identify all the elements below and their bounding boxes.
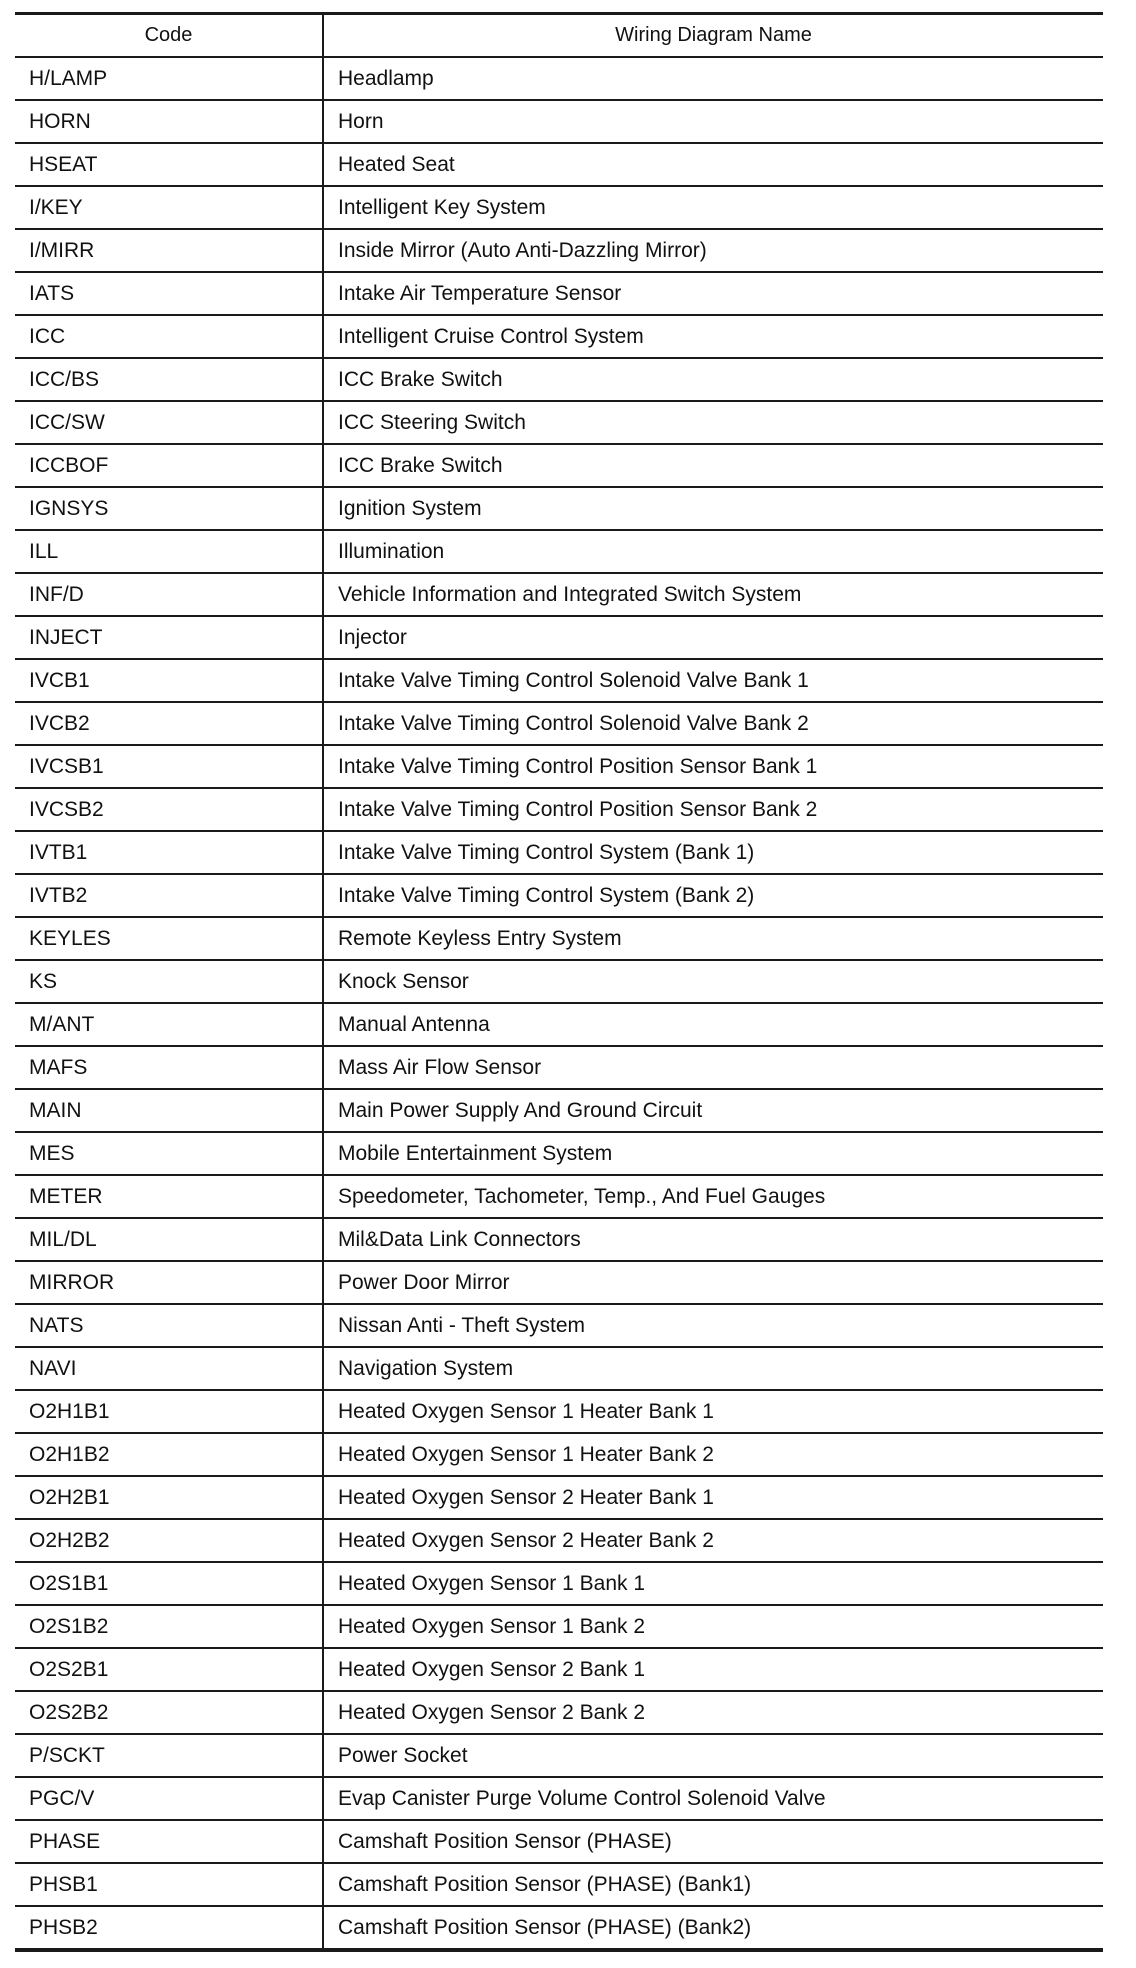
code-cell: ICC/SW xyxy=(15,401,323,444)
wiring-diagram-name-cell: ICC Brake Switch xyxy=(323,444,1103,487)
table-row xyxy=(15,1734,1103,1777)
wiring-diagram-name-cell: Remote Keyless Entry System xyxy=(323,917,1103,960)
code-cell: KS xyxy=(15,960,323,1003)
wiring-diagram-name-cell: Camshaft Position Sensor (PHASE) xyxy=(323,1820,1103,1863)
table-row xyxy=(15,1347,1103,1390)
wiring-diagram-name-cell: Heated Oxygen Sensor 2 Heater Bank 1 xyxy=(323,1476,1103,1519)
wiring-diagram-name-cell: Nissan Anti - Theft System xyxy=(323,1304,1103,1347)
code-cell: O2S2B1 xyxy=(15,1648,323,1691)
wiring-diagram-name-cell: Ignition System xyxy=(323,487,1103,530)
code-cell: INF/D xyxy=(15,573,323,616)
table-row xyxy=(15,1089,1103,1132)
wiring-diagram-name-cell: Main Power Supply And Ground Circuit xyxy=(323,1089,1103,1132)
wiring-diagram-name-cell: Injector xyxy=(323,616,1103,659)
wiring-diagram-name-cell: Knock Sensor xyxy=(323,960,1103,1003)
table-row xyxy=(15,487,1103,530)
code-cell: MES xyxy=(15,1132,323,1175)
table-row xyxy=(15,444,1103,487)
wiring-diagram-name-cell: ICC Brake Switch xyxy=(323,358,1103,401)
code-cell: O2H1B1 xyxy=(15,1390,323,1433)
table-row xyxy=(15,1820,1103,1863)
code-cell: KEYLES xyxy=(15,917,323,960)
wiring-diagram-name-cell: Mobile Entertainment System xyxy=(323,1132,1103,1175)
table-row xyxy=(15,229,1103,272)
table-row xyxy=(15,1605,1103,1648)
wiring-diagram-name-cell: Intake Air Temperature Sensor xyxy=(323,272,1103,315)
table-row xyxy=(15,100,1103,143)
code-cell: M/ANT xyxy=(15,1003,323,1046)
code-cell: O2H2B1 xyxy=(15,1476,323,1519)
code-cell: O2H1B2 xyxy=(15,1433,323,1476)
table-row xyxy=(15,1390,1103,1433)
table-row xyxy=(15,1476,1103,1519)
wiring-diagram-name-cell: Horn xyxy=(323,100,1103,143)
table-header xyxy=(15,14,1103,58)
wiring-diagram-name-cell: Mass Air Flow Sensor xyxy=(323,1046,1103,1089)
table-row xyxy=(15,1777,1103,1820)
table-row xyxy=(15,616,1103,659)
wiring-diagram-name-cell: Intelligent Cruise Control System xyxy=(323,315,1103,358)
wiring-diagram-name-cell: Intake Valve Timing Control System (Bank 1) xyxy=(323,831,1103,874)
code-cell: IVCB2 xyxy=(15,702,323,745)
wiring-diagram-name-cell: Headlamp xyxy=(323,57,1103,100)
code-cell: O2S1B2 xyxy=(15,1605,323,1648)
table-row xyxy=(15,1691,1103,1734)
wiring-diagram-name-cell: Camshaft Position Sensor (PHASE) (Bank1) xyxy=(323,1863,1103,1906)
code-cell: IVCB1 xyxy=(15,659,323,702)
code-cell: IVCSB2 xyxy=(15,788,323,831)
wiring-diagram-name-cell: Navigation System xyxy=(323,1347,1103,1390)
header-row xyxy=(15,14,1103,58)
wiring-diagram-name-cell: Speedometer, Tachometer, Temp., And Fuel Gauges xyxy=(323,1175,1103,1218)
code-cell: PGC/V xyxy=(15,1777,323,1820)
code-cell: INJECT xyxy=(15,616,323,659)
wiring-diagram-name-cell: Heated Oxygen Sensor 2 Heater Bank 2 xyxy=(323,1519,1103,1562)
table-row xyxy=(15,788,1103,831)
code-cell: MAIN xyxy=(15,1089,323,1132)
code-cell: I/MIRR xyxy=(15,229,323,272)
table-body xyxy=(15,57,1103,1950)
wiring-diagram-name-cell: Evap Canister Purge Volume Control Solenoid Valve xyxy=(323,1777,1103,1820)
table-row xyxy=(15,1433,1103,1476)
wiring-diagram-name-cell: Inside Mirror (Auto Anti-Dazzling Mirror) xyxy=(323,229,1103,272)
table-row xyxy=(15,272,1103,315)
table-row xyxy=(15,186,1103,229)
code-cell: HORN xyxy=(15,100,323,143)
code-cell: ICC xyxy=(15,315,323,358)
wiring-diagram-name-cell: Camshaft Position Sensor (PHASE) (Bank2) xyxy=(323,1906,1103,1950)
wiring-diagram-name-cell: Heated Oxygen Sensor 1 Heater Bank 2 xyxy=(323,1433,1103,1476)
wiring-diagram-name-cell: Vehicle Information and Integrated Switch System xyxy=(323,573,1103,616)
table-row xyxy=(15,530,1103,573)
wiring-diagram-name-cell: ICC Steering Switch xyxy=(323,401,1103,444)
code-cell: O2S2B2 xyxy=(15,1691,323,1734)
code-column-header: Code xyxy=(15,14,323,58)
table-row xyxy=(15,1304,1103,1347)
wiring-diagram-name-cell: Heated Seat xyxy=(323,143,1103,186)
wiring-diagram-name-cell: Intake Valve Timing Control Solenoid Valve Bank 1 xyxy=(323,659,1103,702)
code-cell: NATS xyxy=(15,1304,323,1347)
table-row xyxy=(15,659,1103,702)
table-row xyxy=(15,1648,1103,1691)
table-row xyxy=(15,831,1103,874)
table-row xyxy=(15,1863,1103,1906)
code-cell: O2H2B2 xyxy=(15,1519,323,1562)
table-row xyxy=(15,57,1103,100)
wiring-diagram-name-cell: Intake Valve Timing Control Position Sensor Bank 2 xyxy=(323,788,1103,831)
code-cell: IVTB1 xyxy=(15,831,323,874)
code-cell: IATS xyxy=(15,272,323,315)
code-cell: ICCBOF xyxy=(15,444,323,487)
table-row xyxy=(15,573,1103,616)
code-cell: PHASE xyxy=(15,1820,323,1863)
code-cell: IGNSYS xyxy=(15,487,323,530)
wiring-diagram-name-cell: Heated Oxygen Sensor 1 Bank 1 xyxy=(323,1562,1103,1605)
code-cell: MIRROR xyxy=(15,1261,323,1304)
code-cell: H/LAMP xyxy=(15,57,323,100)
wiring-diagram-name-cell: Heated Oxygen Sensor 1 Bank 2 xyxy=(323,1605,1103,1648)
wiring-diagram-table xyxy=(15,12,1103,1952)
wiring-diagram-name-cell: Power Door Mirror xyxy=(323,1261,1103,1304)
table-row xyxy=(15,1906,1103,1950)
table-row xyxy=(15,1519,1103,1562)
wiring-diagram-name-cell: Intake Valve Timing Control Solenoid Valve Bank 2 xyxy=(323,702,1103,745)
table-row xyxy=(15,401,1103,444)
code-cell: ICC/BS xyxy=(15,358,323,401)
table-row xyxy=(15,960,1103,1003)
wiring-diagram-name-cell: Intake Valve Timing Control Position Sensor Bank 1 xyxy=(323,745,1103,788)
wiring-diagram-name-cell: Heated Oxygen Sensor 2 Bank 1 xyxy=(323,1648,1103,1691)
wiring-diagram-name-cell: Intelligent Key System xyxy=(323,186,1103,229)
code-cell: MAFS xyxy=(15,1046,323,1089)
table-row xyxy=(15,1003,1103,1046)
wiring-diagram-name-cell: Manual Antenna xyxy=(323,1003,1103,1046)
code-cell: ILL xyxy=(15,530,323,573)
table-row xyxy=(15,315,1103,358)
table-row xyxy=(15,1218,1103,1261)
code-cell: METER xyxy=(15,1175,323,1218)
code-cell: IVCSB1 xyxy=(15,745,323,788)
table-row xyxy=(15,745,1103,788)
table-row xyxy=(15,143,1103,186)
code-cell: I/KEY xyxy=(15,186,323,229)
wiring-diagram-table-container xyxy=(15,12,1103,1952)
wiring-diagram-name-cell: Mil&Data Link Connectors xyxy=(323,1218,1103,1261)
code-cell: HSEAT xyxy=(15,143,323,186)
table-row xyxy=(15,358,1103,401)
table-row xyxy=(15,1132,1103,1175)
table-row xyxy=(15,1175,1103,1218)
code-cell: MIL/DL xyxy=(15,1218,323,1261)
table-row xyxy=(15,1562,1103,1605)
code-cell: O2S1B1 xyxy=(15,1562,323,1605)
code-cell: PHSB2 xyxy=(15,1906,323,1950)
wiring-diagram-name-cell: Intake Valve Timing Control System (Bank 2) xyxy=(323,874,1103,917)
code-cell: P/SCKT xyxy=(15,1734,323,1777)
code-cell: PHSB1 xyxy=(15,1863,323,1906)
table-row xyxy=(15,874,1103,917)
code-cell: NAVI xyxy=(15,1347,323,1390)
wiring-diagram-name-cell: Illumination xyxy=(323,530,1103,573)
wiring-diagram-name-cell: Heated Oxygen Sensor 1 Heater Bank 1 xyxy=(323,1390,1103,1433)
wiring-diagram-name-cell: Heated Oxygen Sensor 2 Bank 2 xyxy=(323,1691,1103,1734)
wiring-diagram-name-cell: Power Socket xyxy=(323,1734,1103,1777)
table-row xyxy=(15,917,1103,960)
name-column-header: Wiring Diagram Name xyxy=(323,14,1103,58)
code-cell: IVTB2 xyxy=(15,874,323,917)
table-row xyxy=(15,702,1103,745)
table-row xyxy=(15,1261,1103,1304)
table-row xyxy=(15,1046,1103,1089)
